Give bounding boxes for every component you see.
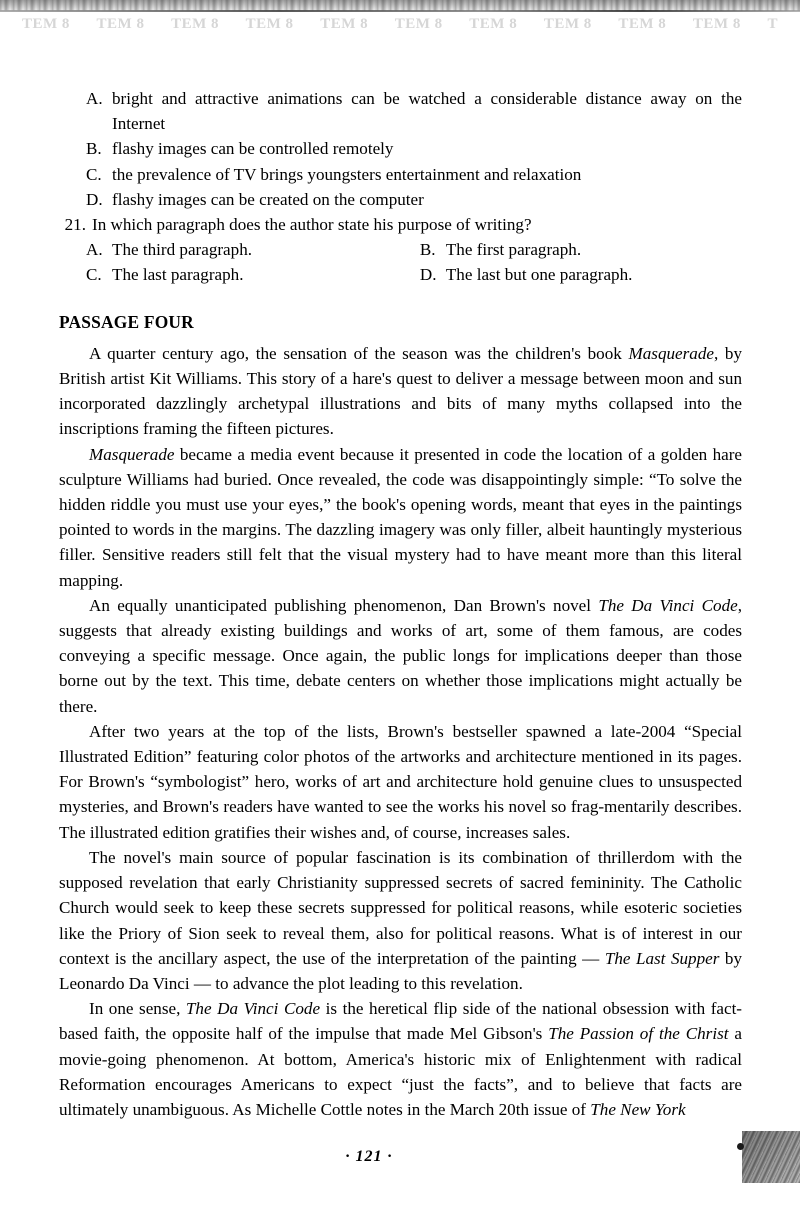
option-row[interactable] [420,237,742,262]
watermark-item: TEM 8 [543,16,592,32]
option-letter: C. [86,164,102,184]
option-letter: A. [86,240,103,260]
text-run: An equally unanticipated publishing phenomenon, Dan Brown's novel [89,595,599,615]
passage-heading: PASSAGE FOUR [59,311,194,332]
text-run: After two years at the top of the lists, Brown's bestseller spawned a late-2004 “Special Illustrated Edition” featuring color photos of the artworks and architecture mentioned in its pages. For Brown's “symbologist” hero, works of art and architecture hold genuine clues to unsuspected mysteries, and Brown's readers have wanted to see the works his novel so frag-mentarily describes. The illustrated edition gratifies their wishes and, of course, increases sales. [59,721,742,842]
italic-title-run: Masquerade [89,444,175,464]
page-content [59,86,742,1122]
page-header-watermark [0,16,800,42]
italic-title-run: The Passion of the Christ [548,1024,729,1044]
option-text: flashy images can be created on the computer [112,189,424,209]
option-text: The last paragraph. [112,265,244,285]
italic-title-run: Masquerade [628,343,714,363]
passage-paragraph [59,593,742,719]
option-text: bright and attractive animations can be watched a considerable distance away on the Internet [112,89,742,134]
text-run: The novel's main source of popular fascination is its combination of thrillerdom with the supposed revelation that early Christianity suppressed secrets of sacred femininity. The Catholic Church would seek to keep these secrets suppressed for political reasons, while esoteric societies like the Priory of Sion seek to reveal them, also for political reasons. What is of interest in our context is the ancillary aspect, the use of the interpretation of the painting — [59,847,742,968]
option-row[interactable] [59,187,742,212]
question-20-options [59,86,742,212]
option-row[interactable] [59,86,742,136]
watermark-item: TEM 8 [245,16,294,32]
watermark-item: TEM 8 [171,16,220,32]
watermark-item: TEM 8 [469,16,518,32]
watermark-item: TEM 8 [618,16,667,32]
option-letter: D. [86,189,103,209]
text-run: A quarter century ago, the sensation of the season was the children's book [89,343,629,363]
italic-title-run: The Last Supper [604,948,720,968]
question-21-options-row-1 [59,237,742,262]
watermark-item: TEM 8 [96,16,145,32]
option-row[interactable] [420,262,742,287]
scan-corner-dot-artifact [737,1143,744,1150]
text-run: In one sense, [89,999,186,1019]
question-number: 21. [64,215,86,235]
italic-title-run: The New York [590,1099,686,1119]
passage-paragraph [59,341,742,442]
option-row[interactable] [86,237,420,262]
scan-top-line-artifact [0,10,800,12]
option-text: The third paragraph. [112,240,253,260]
text-run: by Leonardo Da Vinci — to advance the plot leading to this revelation. [59,948,743,993]
watermark-item: TEM 8 [22,16,70,32]
option-row[interactable] [59,162,742,187]
passage-paragraph [59,845,742,996]
text-run: , by British artist Kit Williams. This story of a hare's quest to deliver a message between moon and sun incorporated dazzlingly archetypal illustrations and bits of many myths collapsed into the inscriptions framing the fifteen pictures. [59,343,743,439]
text-run: , suggests that already existing buildings and works of art, some of them famous, are codes conveying a specific message. Once again, the public longs for implications deeper than those borne out by the text. This time, debate centers on whether those implications might actually be there. [59,595,742,716]
question-stem: In which paragraph does the author state his purpose of writing? [92,215,532,235]
option-letter: D. [419,265,437,285]
watermark-item: TEM 8 [692,16,741,32]
text-run: a movie-going phenomenon. At bottom, America's historic mix of Enlightenment with radical Reformation encourages Americans to expect “just the facts”, and to believe that facts are ultimately unambiguous. As Michelle Cottle notes in the March 20th issue of [59,1024,742,1119]
watermark-item: T [767,16,778,32]
option-letter: B. [419,240,436,260]
option-text: The last but one paragraph. [445,265,633,285]
page-number: · 121 · [345,1148,393,1165]
option-row[interactable] [86,262,420,287]
italic-title-run: The Da Vinci Code [598,595,738,615]
scan-corner-artifact [742,1131,800,1183]
italic-title-run: The Da Vinci Code [185,999,321,1019]
option-letter: B. [86,139,102,159]
text-run: became a media event because it presented in code the location of a golden hare sculpture Williams had buried. Once revealed, the code was disappointingly simple: “To solve the hidden riddle you must use your eyes,” the book's opening words, meant that eyes in the paintings pointed to words in the margins. The dazzling imagery was only filler, albeit hauntingly mysterious filler. Sensitive readers still felt that the visual mystery had to have meant more than this literal mapping. [59,444,742,590]
passage-paragraph [59,996,742,1122]
option-text: the prevalence of TV brings youngsters entertainment and relaxation [112,164,582,184]
text-run: is the heretical flip side of the national obsession with fact-based faith, the opposite half of the impulse that made Mel Gibson's [59,999,743,1044]
option-text: flashy images can be controlled remotely [112,139,394,159]
option-letter: C. [86,265,102,285]
question-21 [59,212,742,237]
option-text: The first paragraph. [445,240,582,260]
option-row[interactable] [59,136,742,161]
watermark-item: TEM 8 [394,16,443,32]
question-21-options-row-2 [59,262,742,287]
option-letter: A. [86,89,103,108]
passage-paragraph [59,719,742,845]
passage-body [59,341,742,1122]
passage-paragraph [59,442,742,593]
watermark-item: TEM 8 [320,16,369,32]
